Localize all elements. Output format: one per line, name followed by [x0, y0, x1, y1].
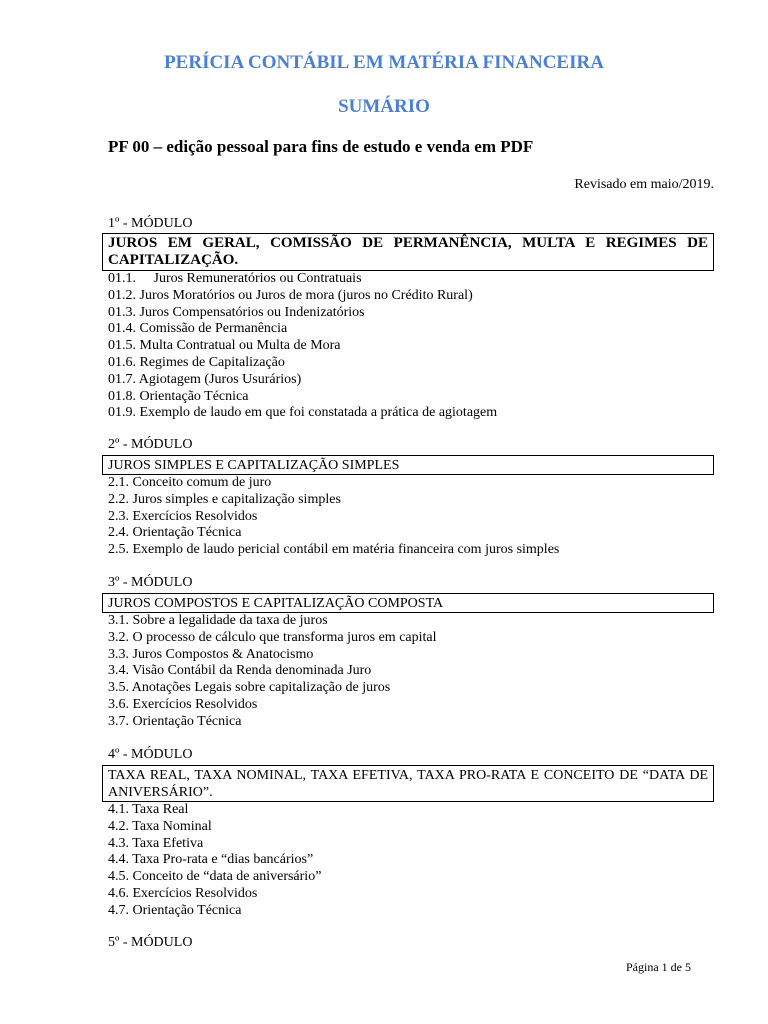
list-item: 2.2. Juros simples e capitalização simples — [108, 491, 341, 507]
list-item: 3.6. Exercícios Resolvidos — [108, 696, 258, 712]
module-4-items — [108, 802, 321, 920]
module-2-items — [108, 475, 559, 559]
list-item: 2.1. Conceito comum de juro — [108, 475, 272, 490]
list-item: 4.1. Taxa Real — [108, 802, 189, 817]
list-item: 4.3. Taxa Efetiva — [108, 835, 204, 851]
edition-line: PF 00 – edição pessoal para fins de estudo e venda em PDF — [108, 137, 534, 156]
module-1-heading: JUROS EM GERAL, COMISSÃO DE PERMANÊNCIA, MULTA E REGIMES DE CAPITALIZAÇÃO. — [102, 233, 714, 271]
list-item: 4.2. Taxa Nominal — [108, 818, 212, 834]
page-number: Página 1 de 5 — [626, 960, 691, 974]
list-item: 2.5. Exemplo de laudo pericial contábil em matéria financeira com juros simples — [108, 542, 560, 558]
list-item: 4.5. Conceito de “data de aniversário” — [108, 869, 322, 885]
list-item: 4.4. Taxa Pro-rata e “dias bancários” — [108, 852, 314, 868]
module-3-heading: JUROS COMPOSTOS E CAPITALIZAÇÃO COMPOSTA — [102, 593, 714, 613]
list-item: 3.3. Juros Compostos & Anatocismo — [108, 646, 314, 662]
module-1-label: 1º - MÓDULO — [108, 216, 193, 231]
module-4-label: 4º - MÓDULO — [108, 747, 193, 762]
list-item: 01.4. Comissão de Permanência — [108, 321, 288, 337]
list-item: 3.2. O processo de cálculo que transforma juros em capital — [108, 629, 437, 645]
list-item: 01.7. Agiotagem (Juros Usurários) — [108, 371, 302, 387]
list-item: 3.4. Visão Contábil da Renda denominada Juro — [108, 663, 372, 679]
module-1-items — [108, 271, 497, 422]
list-item: 01.3. Juros Compensatórios ou Indenizatórios — [108, 304, 365, 320]
list-item: 4.7. Orientação Técnica — [108, 902, 242, 918]
list-item: 3.1. Sobre a legalidade da taxa de juros — [108, 613, 328, 628]
module-3-label: 3º - MÓDULO — [108, 575, 193, 590]
module-3-items — [108, 613, 437, 731]
revision-date: Revisado em maio/2019. — [574, 177, 714, 192]
list-item: 4.6. Exercícios Resolvidos — [108, 885, 258, 901]
list-item: 01.1. Juros Remuneratórios ou Contratuais — [108, 271, 362, 286]
list-item: 3.7. Orientação Técnica — [108, 713, 242, 729]
list-item: 01.9. Exemplo de laudo em que foi constatada a prática de agiotagem — [108, 405, 498, 421]
document-title: PERÍCIA CONTÁBIL EM MATÉRIA FINANCEIRA — [164, 52, 604, 73]
list-item: 2.3. Exercícios Resolvidos — [108, 508, 258, 524]
list-item: 01.6. Regimes de Capitalização — [108, 354, 285, 370]
list-item: 2.4. Orientação Técnica — [108, 525, 242, 541]
list-item: 01.2. Juros Moratórios ou Juros de mora (juros no Crédito Rural) — [108, 287, 473, 303]
list-item: 01.5. Multa Contratual ou Multa de Mora — [108, 338, 341, 354]
module-2-label: 2º - MÓDULO — [108, 437, 193, 452]
module-2-heading: JUROS SIMPLES E CAPITALIZAÇÃO SIMPLES — [102, 455, 714, 475]
list-item: 01.8. Orientação Técnica — [108, 388, 249, 404]
module-4-heading: TAXA REAL, TAXA NOMINAL, TAXA EFETIVA, TAXA PRO-RATA E CONCEITO DE “DATA DE ANIVERSÁRIO”. — [102, 765, 714, 802]
document-subtitle: SUMÁRIO — [338, 96, 430, 117]
module-5-label: 5º - MÓDULO — [108, 935, 193, 950]
list-item: 3.5. Anotações Legais sobre capitalização de juros — [108, 680, 391, 696]
